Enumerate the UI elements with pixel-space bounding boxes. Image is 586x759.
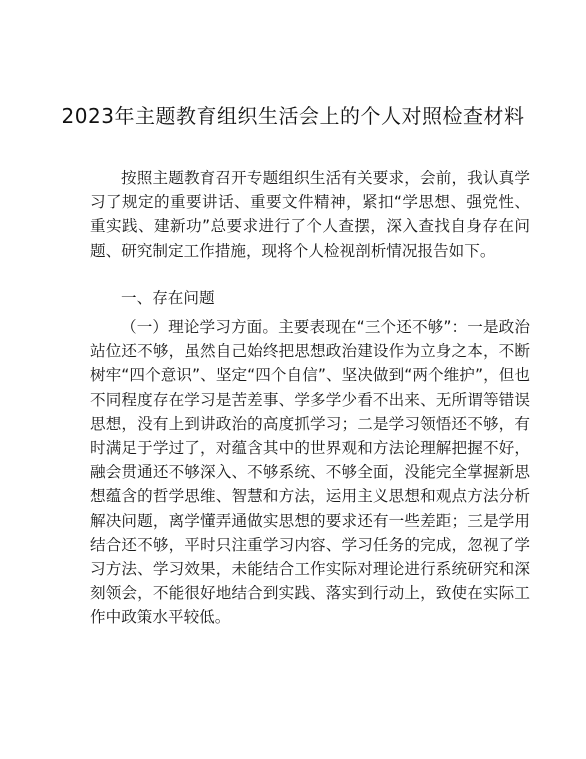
document-title: 2023年主题教育组织生活会上的个人对照检查材料 [61,104,525,128]
section-paragraph: （一）理论学习方面。主要表现在“三个还不够”：一是政治站位还不够，虽然自己始终把思想政治建设作为立身之本，不断树牢“四个意识”、坚定“四个自信”、坚决做到“两个维护”，但也不同程度存在学习是苦差事、学多学少看不出来、无所谓等错误思想，没有上到讲政治的高度抓学习；二是学习领悟还不够，有时满足于学过了，对蕴含其中的世界观和方法论理解把握不好，融会贯通还不够深入、不够系统、不够全面，没能完全掌握新思想蕴含的哲学思维、智慧和方法，运用主义思想和观点方法分析解决问题，离学懂弄通做实思想的要求还有一些差距；三是学用结合还不够，平时只注重学习内容、学习任务的完成，忽视了学习方法、学习效果，未能结合工作实际对理论进行系统研究和深刻领会，不能很好地结合到实践、落实到行动上，致使在实际工作中政策水平较低。 [90,318,530,627]
intro-paragraph: 按照主题教育召开专题组织生活有关要求，会前，我认真学习了规定的重要讲话、重要文件精神，紧扣“学思想、强党性、重实践、建新功”总要求进行了个人查摆，深入查找自身存在问题、研究制定工作措施，现将个人检视剖析情况报告如下。 [90,169,530,260]
section-heading: 一、存在问题 [121,289,215,307]
